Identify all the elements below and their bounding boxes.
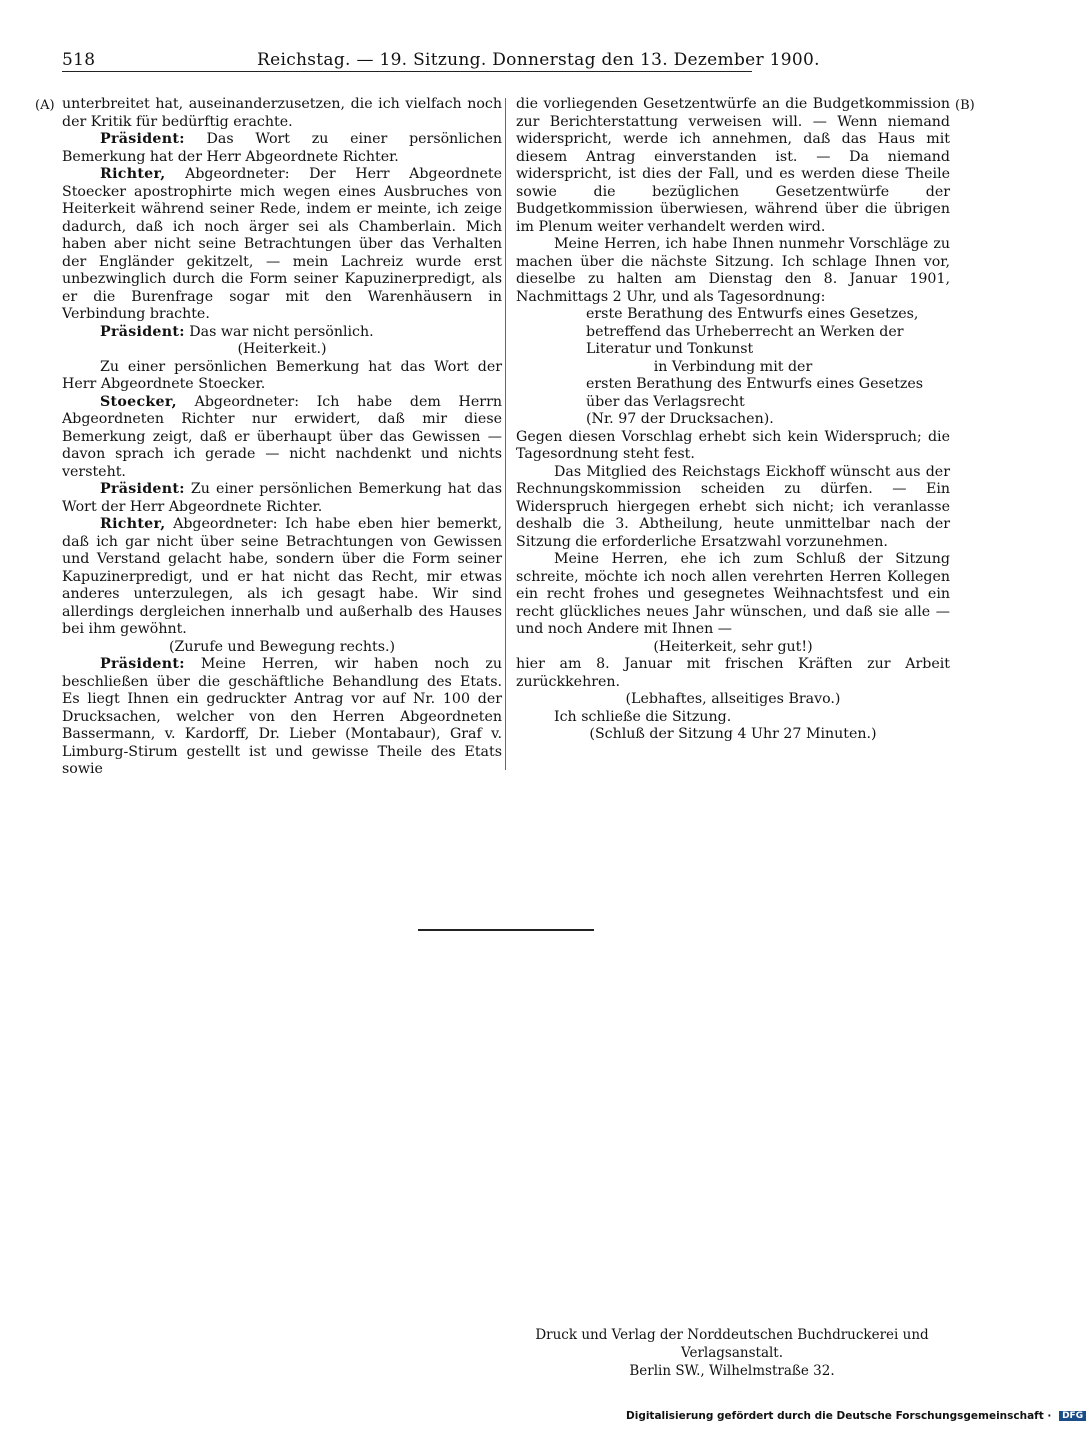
paragraph xyxy=(516,464,950,552)
paragraph-text: Das Wort zu einer persönlichen Bemerkung hat der Herr Abgeordnete Richter. xyxy=(62,131,502,165)
paragraph-text: die vorliegenden Gesetzentwürfe an die Budgetkommission zur Berichterstattung verweisen will. — Wenn niemand widerspricht, werde ich annehmen, daß das Haus mit diesem Antrag einverstanden ist. — Da niemand widerspricht, ist dies der Fall, und es werden diese Theile sowie die bezüglichen Gesetzentwürfe der Budgetkommission überwiesen, während über die übrigen im Plenum weiter verhandelt werden wird. xyxy=(516,96,950,235)
running-title: Reichstag. — 19. Sitzung. Donnerstag den 13. Dezember 1900. xyxy=(257,50,820,70)
speaker-name: Präsident: xyxy=(100,131,185,147)
paragraph-text: unterbreitet hat, auseinanderzusetzen, die ich vielfach noch der Kritik für bedürftig erachte. xyxy=(62,96,502,130)
paragraph-text: Abgeordneter: Ich habe eben hier bemerkt, daß ich gar nicht über seine Betrachtungen von Gewissen und Verstand gelacht habe, sondern über die Form seiner Kapuzinerpredigt, und er hat nicht das Recht, mir etwas anderes unterzulegen, als ich gesagt habe. Wir sind allerdings dergleichen innerhalb und außerhalb des Hauses bei ihm gewöhnt. xyxy=(62,516,502,637)
paragraph xyxy=(516,429,950,464)
paragraph xyxy=(62,166,502,324)
paragraph xyxy=(516,376,950,411)
running-header xyxy=(62,46,820,74)
paragraph xyxy=(516,411,950,429)
paragraph xyxy=(516,656,950,691)
paragraph-text: Gegen diesen Vorschlag erhebt sich kein Widerspruch; die Tagesordnung steht fest. xyxy=(516,428,950,462)
paragraph-text: Abgeordneter: Der Herr Abgeordnete Stoecker apostrophirte mich wegen eines Ausbruches von Heiterkeit während seiner Rede, indem er meinte, ich zeige dadurch, daß ich noch ärger sei als Chamberlain. Mich haben aber nicht seine Betrachtungen über das Verhalten der Engländer gekitzelt, — mein Lachreiz wurde erst unbezwinglich durch die Form seiner Kapuzinerpredigt, als er die Burenfrage sogar mit den Warenhäusern in Verbindung brachte. xyxy=(62,166,502,322)
paragraph xyxy=(516,236,950,306)
column-divider xyxy=(505,98,506,770)
paragraph-text: (Nr. 97 der Drucksachen). xyxy=(586,411,774,427)
paragraph-text: Zu einer persönlichen Bemerkung hat das Wort der Herr Abgeordnete Richter. xyxy=(62,481,502,515)
paragraph xyxy=(516,551,950,639)
paragraph xyxy=(62,656,502,779)
right-column xyxy=(516,96,950,744)
paragraph xyxy=(62,341,502,359)
end-rule xyxy=(418,929,594,931)
imprint-line-1: Druck und Verlag der Norddeutschen Buchdruckerei und Verlagsanstalt. xyxy=(535,1327,929,1361)
paragraph xyxy=(62,324,502,342)
header-rule xyxy=(62,71,752,72)
paragraph xyxy=(516,709,950,727)
imprint-line-2: Berlin SW., Wilhelmstraße 32. xyxy=(629,1363,835,1379)
speaker-name: Präsident: xyxy=(100,323,185,340)
digitization-note xyxy=(626,1410,1086,1422)
paragraph-text: (Heiterkeit, sehr gut!) xyxy=(653,638,813,655)
paragraph-text: Meine Herren, ehe ich zum Schluß der Sitzung schreite, möchte ich noch allen verehrten Herren Kollegen ein recht frohes und gesegnetes Weihnachtsfest und ein recht glückliches neues Jahr wünschen, und daß sie alle — und noch Andere mit Ihnen — xyxy=(516,551,950,637)
paragraph-text: (Zurufe und Bewegung rechts.) xyxy=(168,638,396,655)
margin-mark-b: (B) xyxy=(955,98,975,113)
paragraph-text: (Schluß der Sitzung 4 Uhr 27 Minuten.) xyxy=(589,726,877,742)
paragraph xyxy=(516,96,950,236)
margin-mark-a: (A) xyxy=(35,98,55,113)
digitization-text: Digitalisierung gefördert durch die Deutsche Forschungsgemeinschaft · xyxy=(626,1410,1052,1422)
paragraph xyxy=(62,96,502,131)
speaker-name: Stoecker, xyxy=(100,393,177,410)
paragraph-text: Das war nicht persönlich. xyxy=(184,323,374,340)
paragraph-text: in Verbindung mit der xyxy=(653,358,813,375)
paragraph xyxy=(62,481,502,516)
paragraph xyxy=(516,639,950,657)
page-number: 518 xyxy=(62,50,96,70)
paragraph-text: ersten Berathung des Entwurfs eines Gesetzes über das Verlagsrecht xyxy=(586,376,924,410)
paragraph-text: Ich schließe die Sitzung. xyxy=(554,708,732,725)
paragraph-text: hier am 8. Januar mit frischen Kräften zur Arbeit zurückkehren. xyxy=(516,656,950,690)
paragraph xyxy=(516,726,950,744)
paragraph xyxy=(516,691,950,709)
paragraph-text: (Heiterkeit.) xyxy=(237,341,327,357)
paragraph-text: Meine Herren, ich habe Ihnen nunmehr Vorschläge zu machen über die nächste Sitzung. Ich schlage Ihnen vor, dieselbe zu halten am Dienstag den 8. Januar 1901, Nachmittags 2 Uhr, und als Tagesordnung: xyxy=(516,236,950,305)
paragraph xyxy=(516,306,950,359)
speaker-name: Präsident: xyxy=(100,481,185,497)
paragraph-text: Das Mitglied des Reichstags Eickhoff wünscht aus der Rechnungskommission scheiden zu dürfen. — Ein Widerspruch hiergegen erhebt sich nicht; ich veranlasse deshalb die 3. Abtheilung, heute unmittelbar nach der Sitzung die erforderliche Ersatzwahl vorzunehmen. xyxy=(516,463,950,550)
paragraph-text: Meine Herren, wir haben noch zu beschließen über die geschäftliche Behandlung des Etats. Es liegt Ihnen ein gedruckter Antrag vor auf Nr. 100 der Drucksachen, welcher von den Herren Abgeordneten Bassermann, v. Kardorff, Dr. Lieber (Montabaur), Graf v. Limburg-Stirum gestellt ist und gewisse Theile des Etats sowie xyxy=(62,656,502,777)
left-column xyxy=(62,96,502,779)
paragraph xyxy=(62,131,502,166)
paragraph xyxy=(62,516,502,639)
paragraph-text: Zu einer persönlichen Bemerkung hat das Wort der Herr Abgeordnete Stoecker. xyxy=(62,358,502,392)
paragraph-text: (Lebhaftes, allseitiges Bravo.) xyxy=(625,691,841,707)
paragraph xyxy=(62,639,502,657)
paragraph xyxy=(62,359,502,394)
paragraph xyxy=(62,394,502,482)
paragraph xyxy=(516,359,950,377)
dfg-logo: DFG xyxy=(1059,1411,1086,1421)
paragraph-text: Abgeordneter: Ich habe dem Herrn Abgeordneten Richter nur erwidert, daß mir diese Bemerkung zeigt, daß er überhaupt über das Gewissen — davon sprach ich gerade — nicht nachdenkt und nichts versteht. xyxy=(62,393,502,480)
speaker-name: Richter, xyxy=(100,516,166,532)
imprint xyxy=(512,1326,952,1380)
speaker-name: Präsident: xyxy=(100,656,185,672)
speaker-name: Richter, xyxy=(100,166,166,182)
paragraph-text: erste Berathung des Entwurfs eines Gesetzes, betreffend das Urheberrecht an Werken der Literatur und Tonkunst xyxy=(586,306,919,357)
